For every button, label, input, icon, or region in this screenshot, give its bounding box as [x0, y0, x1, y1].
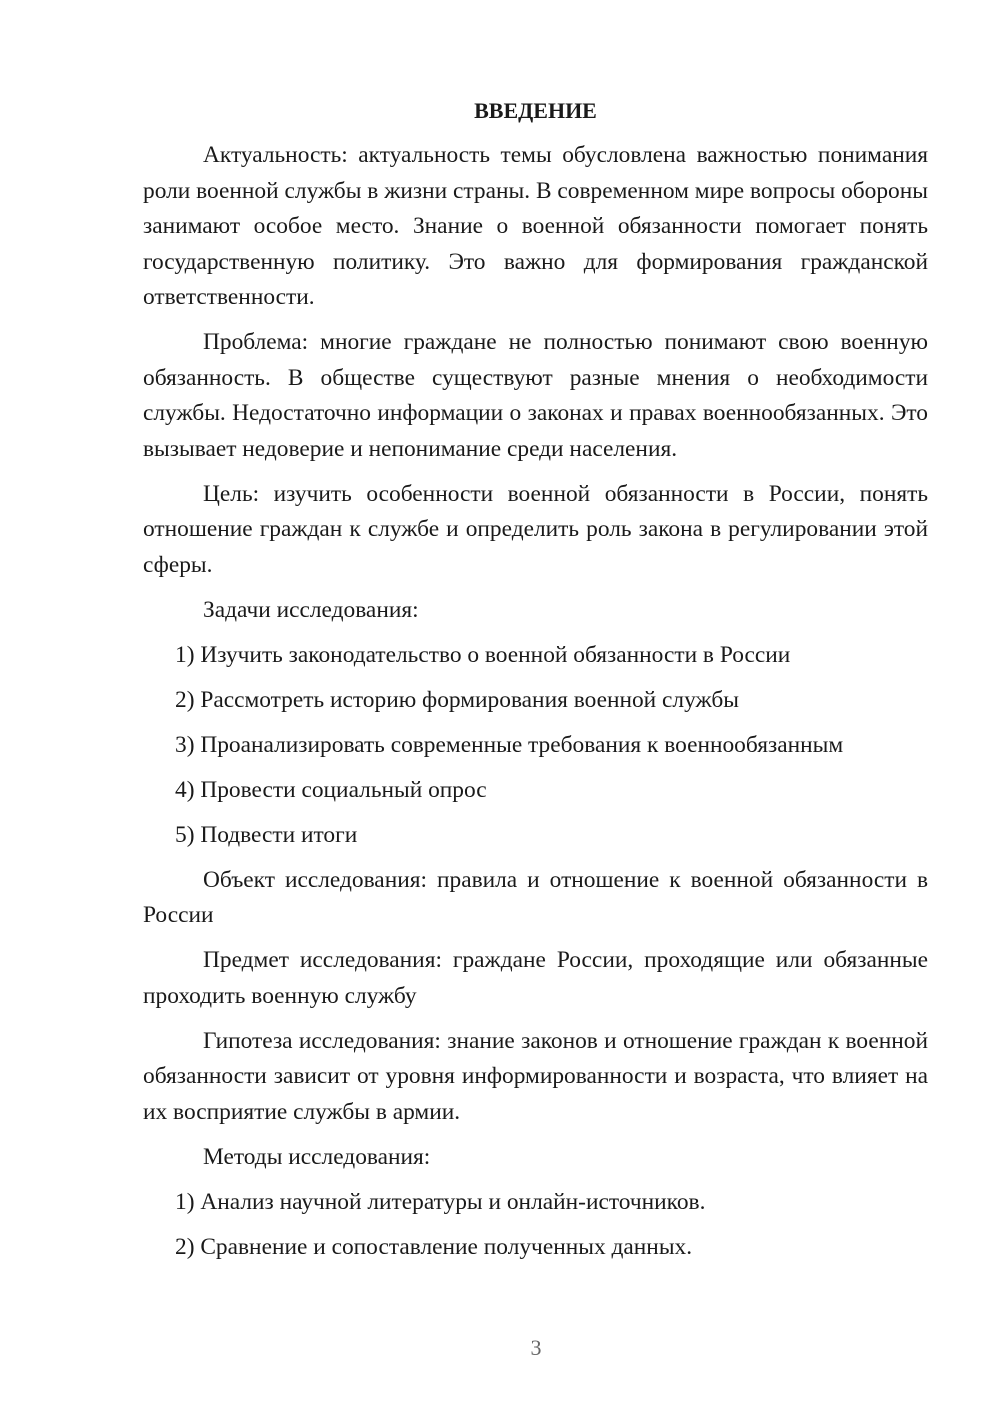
document-page [143, 94, 928, 1275]
problem-paragraph: Проблема: многие граждане не полностью понимают свою военную обязанность. В обществе существуют разные мнения о необходимости службы. Недостаточно информации о законах и правах военнообязанных. Это вызывает недоверие и непонимание среди населения. [143, 329, 928, 462]
method-item: 2) Сравнение и сопоставление полученных данных. [175, 1233, 693, 1260]
relevance-paragraph: Актуальность: актуальность темы обусловлена важностью понимания роли военной службы в жизни страны. В современном мире вопросы обороны занимают особое место. Знание о военной обязанности помогает понять государственную политику. Это важно для формирования гражданской ответственности. [143, 142, 928, 310]
object-paragraph: Объект исследования: правила и отношение к военной обязанности в России [143, 866, 928, 928]
task-item: 2) Рассмотреть историю формирования военной службы [175, 686, 739, 713]
task-item: 5) Подвести итоги [175, 821, 358, 848]
subject-paragraph: Предмет исследования: граждане России, проходящие или обязанные проходить военную службу [143, 947, 928, 1009]
goal-paragraph: Цель: изучить особенности военной обязанности в России, понять отношение граждан к службе и определить роль закона в регулировании этой сферы. [143, 480, 928, 578]
task-item: 1) Изучить законодательство о военной обязанности в России [175, 641, 791, 668]
methods-title: Методы исследования: [203, 1143, 431, 1170]
task-item: 4) Провести социальный опрос [175, 776, 487, 803]
method-item: 1) Анализ научной литературы и онлайн-источников. [175, 1188, 706, 1215]
task-item: 3) Проанализировать современные требования к военнообязанным [175, 731, 844, 758]
page-number: 3 [530, 1335, 542, 1360]
hypothesis-paragraph: Гипотеза исследования: знание законов и отношение граждан к военной обязанности зависит от уровня информированности и возраста, что влияет на их восприятие службы в армии. [143, 1027, 928, 1125]
tasks-title: Задачи исследования: [203, 596, 419, 623]
section-heading: ВВЕДЕНИЕ [474, 98, 597, 123]
